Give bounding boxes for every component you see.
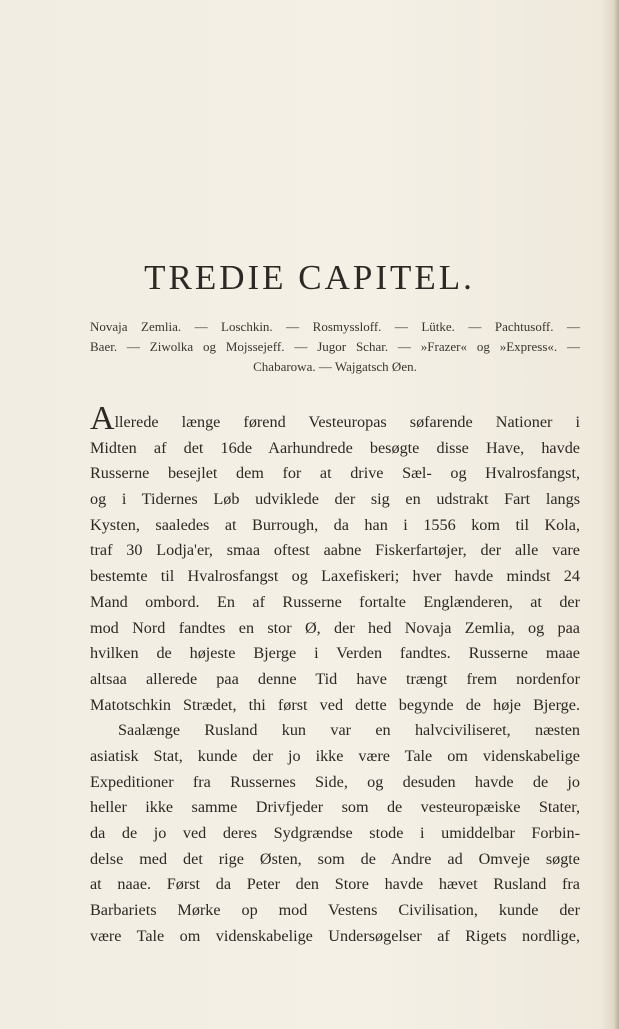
text-line-first — [90, 400, 580, 437]
text-line: altsaa allerede paa denne Tid have trængt frem nordenfor — [90, 669, 580, 688]
page-edge — [613, 0, 619, 1029]
text-line: at naae. Først da Peter den Store havde hævet Rusland fra — [90, 875, 580, 894]
text-line: Midten af det 16de Aarhundrede besøgte disse Have, havde — [90, 438, 580, 457]
body-text — [90, 400, 580, 949]
text-line: Kysten, saaledes at Burrough, da han i 1556 kom til Kola, — [90, 515, 580, 534]
summary-line: Baer. — Ziwolka og Mojssejeff. — Jugor Schar. — »Frazer« og »Express«. — — [90, 339, 580, 354]
text-line: og i Tidernes Løb udviklede der sig en udstrakt Fart langs — [90, 490, 580, 509]
text-line-paragraph-start: Saalænge Rusland kun var en halvciviliseret, næsten — [118, 721, 580, 740]
summary-line: Chabarowa. — Wajgatsch Øen. — [253, 359, 417, 374]
text-line: Matotschkin Strædet, thi først ved dette begynde de høje Bjerge. — [90, 695, 580, 714]
text-line: mod Nord fandtes en stor Ø, der hed Novaja Zemlia, og paa — [90, 618, 580, 637]
text-line: bestemte til Hvalrosfangst og Laxefiskeri; hver havde mindst 24 — [90, 567, 580, 586]
chapter-summary — [90, 317, 580, 377]
text-line: Mand ombord. En af Russerne fortalte Englænderen, at der — [90, 592, 580, 611]
text-line: heller ikke samme Drivfjeder som de vesteuropæiske Stater, — [90, 798, 580, 817]
chapter-title: TREDIE CAPITEL. — [144, 258, 475, 297]
text-line: Russerne besejlet dem for at drive Sæl- og Hvalrosfangst, — [90, 464, 580, 483]
text-line: hvilken de højeste Bjerge i Verden fandtes. Russerne maae — [90, 644, 580, 663]
text-line: Barbariets Mørke op mod Vestens Civilisation, kunde der — [90, 901, 580, 920]
summary-line: Novaja Zemlia. — Loschkin. — Rosmyssloff. — Lütke. — Pachtusoff. — — [90, 319, 580, 334]
drop-cap: A — [90, 400, 115, 437]
text-line: være Tale om videnskabelige Undersøgelser af Rigets nordlige, — [90, 926, 580, 945]
text-line: Expeditioner fra Russernes Side, og desuden havde de jo — [90, 772, 580, 791]
text-line: da de jo ved deres Sydgrændse stode i umiddelbar Forbin- — [90, 824, 580, 842]
text-line: asiatisk Stat, kunde der jo ikke være Tale om videnskabelige — [90, 746, 580, 765]
text-line: traf 30 Lodja'er, smaa oftest aabne Fiskerfartøjer, der alle vare — [90, 541, 580, 560]
first-line-text: llerede længe førend Vesteuropas søfarende Nationer i — [114, 413, 580, 431]
text-line: delse med det rige Østen, som de Andre ad Omveje søgte — [90, 849, 580, 868]
